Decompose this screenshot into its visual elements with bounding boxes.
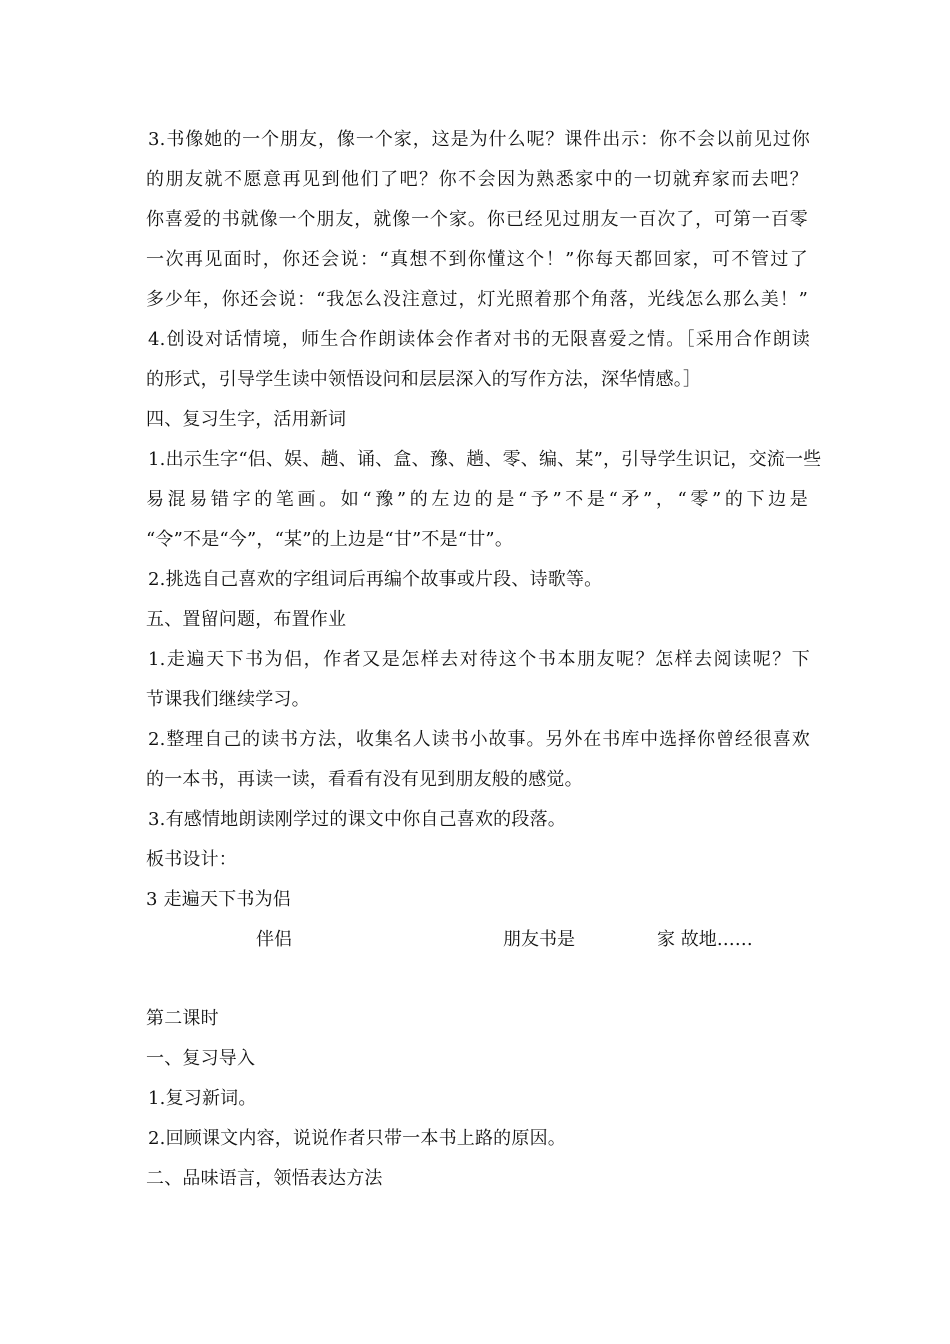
paragraph-line: 的形式，引导学生读中领悟设问和层层深入的写作方法，深华情感。］ xyxy=(146,369,702,390)
section-heading: 五、置留问题，布置作业 xyxy=(146,609,347,630)
paragraph-line: 1.走遍天下书为侣，作者又是怎样去对待这个书本朋友呢？怎样去阅读呢？下 xyxy=(148,649,810,670)
paragraph-line: 1.出示生字“侣、娱、趟、诵、盒、豫、趟、零、编、某”，引导学生识记，交流一些 xyxy=(148,449,822,470)
board-item-companion: 伴侣 xyxy=(256,929,292,950)
paragraph-line: 节课我们继续学习。 xyxy=(146,689,310,710)
paragraph-line: 3.有感情地朗读刚学过的课文中你自己喜欢的段落。 xyxy=(148,809,566,830)
paragraph-line: 你喜爱的书就像一个朋友，就像一个家。你已经见过朋友一百次了，可第一百零 xyxy=(146,209,808,230)
paragraph-line: 2.整理自己的读书方法，收集名人读书小故事。另外在书库中选择你曾经很喜欢 xyxy=(148,729,810,750)
board-item-home: 家 故地…… xyxy=(657,929,753,950)
section-heading: 四、复习生字，活用新词 xyxy=(146,409,347,430)
paragraph-line: 易混易错字的笔画。如“豫”的左边的是“予”不是“矛”，“零”的下边是 xyxy=(146,489,808,510)
paragraph-line: 3.书像她的一个朋友，像一个家，这是为什么呢？课件出示：你不会以前见过你 xyxy=(148,129,810,150)
board-design-heading: 板书设计： xyxy=(146,849,237,870)
board-title: 3 走遍天下书为侣 xyxy=(146,889,291,910)
board-item-friend: 朋友书是 xyxy=(503,929,575,950)
section-heading: 一、复习导入 xyxy=(146,1048,256,1069)
paragraph-line: 的一本书，再读一读，看看有没有见到朋友般的感觉。 xyxy=(146,769,583,790)
section-heading: 二、品味语言，领悟表达方法 xyxy=(146,1168,383,1189)
paragraph-line: 2.回顾课文内容，说说作者只带一本书上路的原因。 xyxy=(148,1128,566,1149)
paragraph-line: 4.创设对话情境，师生合作朗读体会作者对书的无限喜爱之情。［采用合作朗读 xyxy=(148,329,810,350)
paragraph-line: 一次再见面时，你还会说：“真想不到你懂这个！”你每天都回家，可不管过了 xyxy=(146,249,808,270)
paragraph-line: 1.复习新词。 xyxy=(148,1088,257,1109)
paragraph-line: 2.挑选自己喜欢的字组词后再编个故事或片段、诗歌等。 xyxy=(148,569,603,590)
paragraph-line: 多少年，你还会说：“我怎么没注意过，灯光照着那个角落，光线怎么那么美！” xyxy=(146,289,808,310)
paragraph-line: “令”不是“今”，“某”的上边是“甘”不是“廿”。 xyxy=(146,529,514,550)
paragraph-line: 的朋友就不愿意再见到他们了吧？你不会因为熟悉家中的一切就弃家而去吧？ xyxy=(146,169,808,190)
lesson-heading: 第二课时 xyxy=(146,1008,219,1029)
